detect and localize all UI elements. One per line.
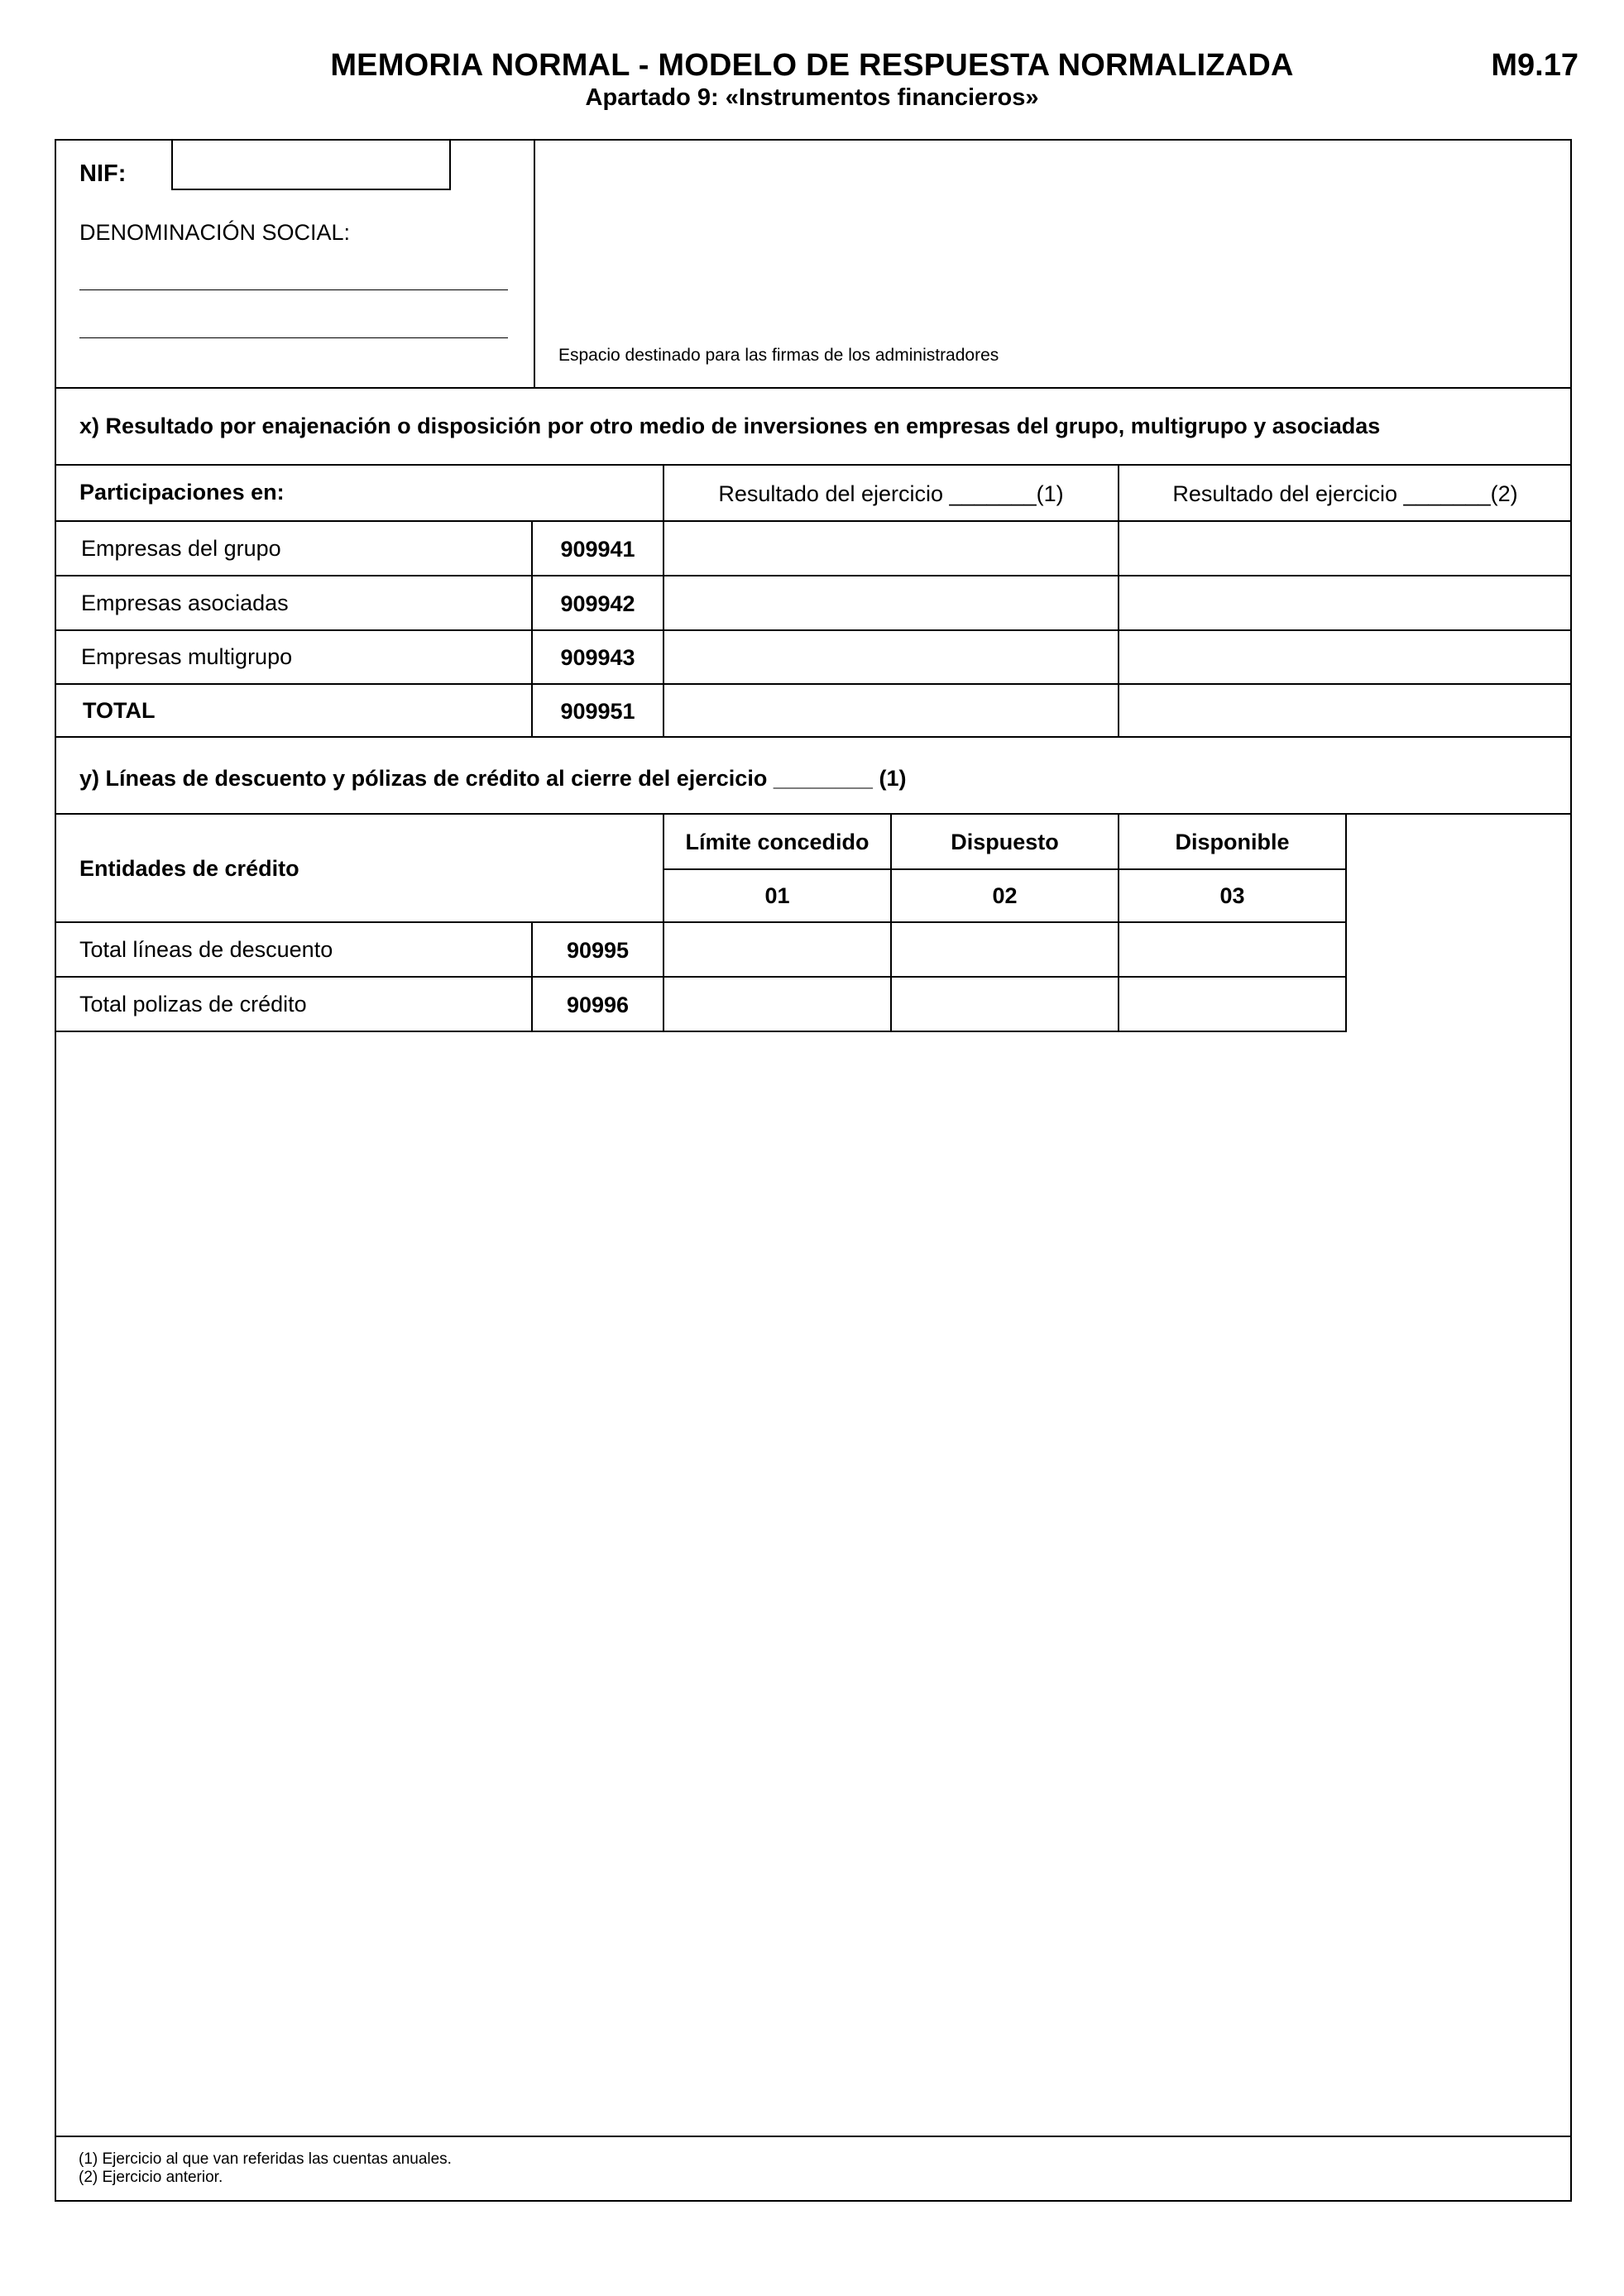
divider: [55, 387, 1572, 389]
nif-input-box[interactable]: [171, 139, 451, 190]
denominacion-line-2[interactable]: [79, 337, 508, 338]
row-label: Empresas asociadas: [81, 591, 289, 615]
resultado-actual-input[interactable]: [664, 522, 1116, 573]
resultado-actual-header: Resultado del ejercicio _______(1): [718, 481, 1064, 506]
entidades-header: Entidades de crédito: [79, 856, 299, 881]
resultado-anterior-input[interactable]: [1119, 685, 1570, 734]
resultado-anterior-input[interactable]: [1119, 631, 1570, 682]
row-label: Empresas multigrupo: [81, 644, 293, 669]
row-code: 909943: [560, 645, 635, 670]
form-code: M9.17: [1491, 48, 1578, 83]
signature-note: Espacio destinado para las firmas de los administradores: [558, 346, 999, 365]
row-code: 909941: [560, 537, 635, 562]
row-code: 909951: [560, 699, 635, 724]
limite-input[interactable]: [664, 978, 889, 1029]
row-code: 909942: [560, 591, 635, 616]
row-label: Total polizas de crédito: [79, 992, 307, 1016]
row-label: Empresas del grupo: [81, 536, 281, 561]
row-code: 90996: [566, 993, 630, 1017]
column-code: 01: [764, 883, 790, 908]
divider: [55, 736, 1572, 738]
page-title: MEMORIA NORMAL - MODELO DE RESPUESTA NORMALIZADA: [330, 48, 1294, 83]
denominacion-label: DENOMINACIÓN SOCIAL:: [79, 220, 351, 245]
nif-label: NIF:: [79, 160, 127, 187]
page-subtitle: Apartado 9: «Instrumentos financieros»: [585, 84, 1039, 111]
column-code: 03: [1219, 883, 1245, 908]
column-header: Disponible: [1175, 830, 1290, 854]
notes-area[interactable]: [56, 1032, 1570, 2134]
disponible-input[interactable]: [1119, 923, 1344, 974]
dispuesto-input[interactable]: [892, 923, 1116, 974]
divider: [55, 2136, 1572, 2137]
participaciones-header: Participaciones en:: [79, 480, 285, 505]
divider: [663, 868, 1347, 870]
row-label: TOTAL: [83, 698, 156, 723]
footnote: (2) Ejercicio anterior.: [79, 2169, 223, 2186]
column-code: 02: [992, 883, 1018, 908]
resultado-actual-input[interactable]: [664, 685, 1116, 734]
denominacion-line-1[interactable]: [79, 289, 508, 290]
divider: [1345, 813, 1347, 1031]
resultado-anterior-header: Resultado del ejercicio _______(2): [1172, 481, 1518, 506]
column-header: Límite concedido: [685, 830, 869, 854]
disponible-input[interactable]: [1119, 978, 1344, 1029]
section-x-heading: x) Resultado por enajenación o disposición por otro medio de inversiones en empresas del grupo, multigrupo y asociadas: [79, 414, 1381, 438]
footnote: (1) Ejercicio al que van referidas las cuentas anuales.: [79, 2150, 452, 2168]
divider: [55, 464, 1572, 466]
row-code: 90995: [566, 938, 630, 963]
section-y-heading: y) Líneas de descuento y pólizas de crédito al cierre del ejercicio ________ (1): [79, 766, 907, 791]
divider: [55, 813, 1572, 815]
resultado-anterior-input[interactable]: [1119, 522, 1570, 573]
resultado-actual-input[interactable]: [664, 576, 1116, 628]
limite-input[interactable]: [664, 923, 889, 974]
signature-divider: [534, 139, 535, 387]
resultado-actual-input[interactable]: [664, 631, 1116, 682]
dispuesto-input[interactable]: [892, 978, 1116, 1029]
resultado-anterior-input[interactable]: [1119, 576, 1570, 628]
column-header: Dispuesto: [951, 830, 1059, 854]
row-label: Total líneas de descuento: [79, 937, 333, 962]
